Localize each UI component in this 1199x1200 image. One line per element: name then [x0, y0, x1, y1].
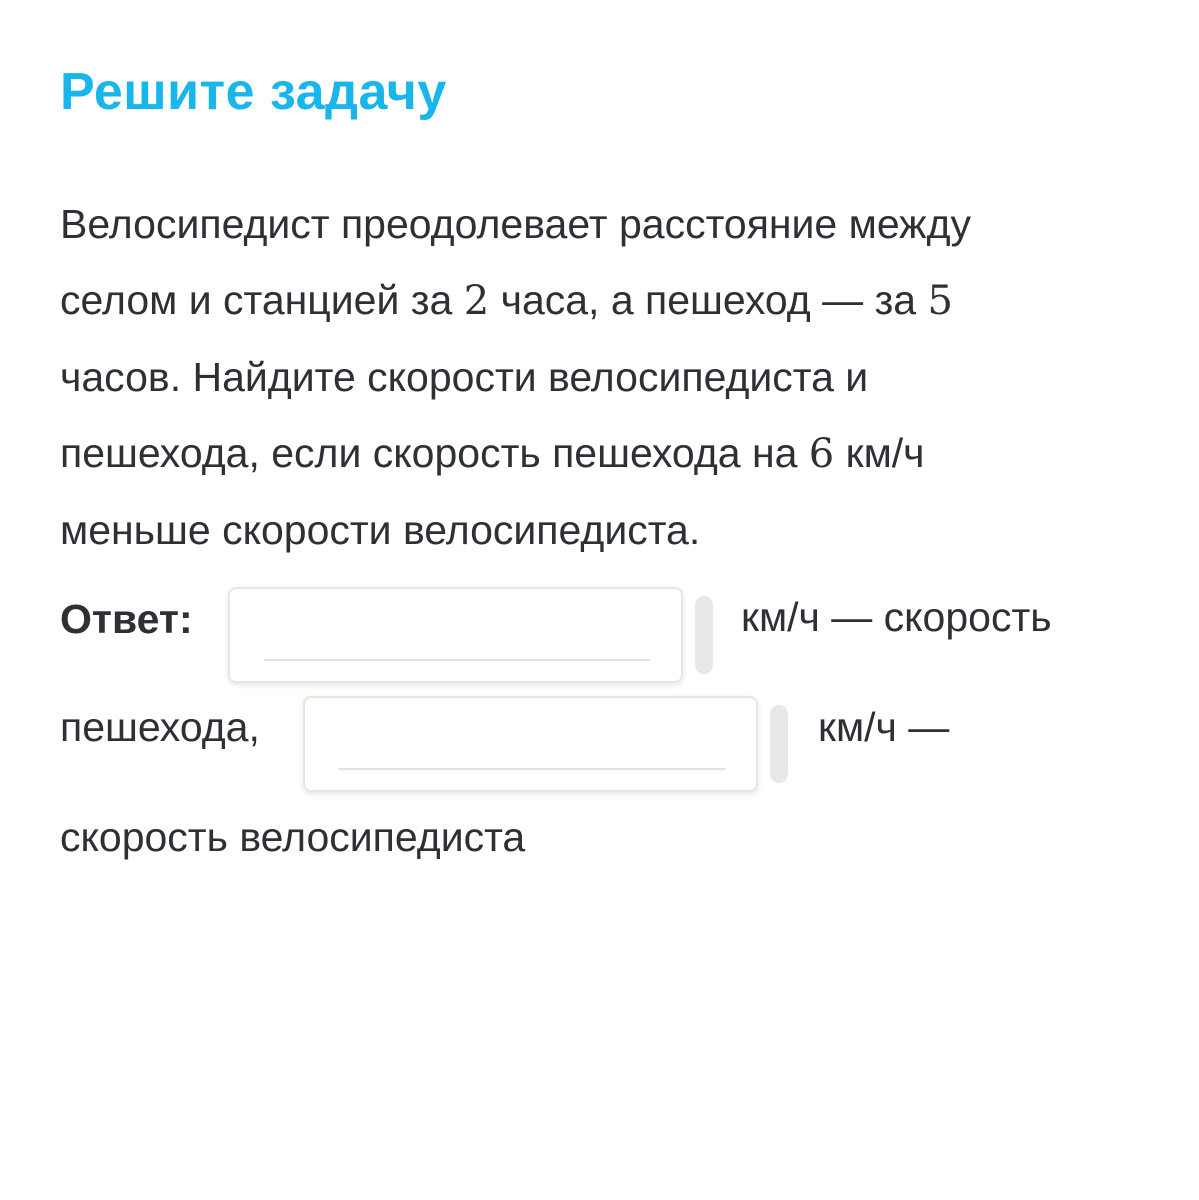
unit-text-1: км/ч — скорость [741, 594, 1052, 640]
pedestrian-speed-input-box[interactable] [228, 587, 683, 683]
problem-line-4 [60, 415, 1150, 492]
problem-statement [60, 186, 1150, 568]
problem-line-1: Велосипедист преодолевает расстояние между [60, 201, 972, 247]
problem-text: часа, а пешеход — за [489, 277, 928, 323]
number-speed-difference: 6 [808, 431, 835, 477]
problem-text: пешехода, если скорость пешехода на [60, 430, 809, 476]
answer-label: Ответ: [60, 596, 193, 642]
pedestrian-text: пешехода, [60, 704, 260, 750]
problem-text: км/ч [834, 430, 925, 476]
cyclist-speed-input-box[interactable] [303, 696, 758, 792]
input-underline [264, 659, 650, 661]
problem-line-5: меньше скорости велосипедиста. [60, 507, 701, 553]
problem-line-3: часов. Найдите скорости велосипедиста и [60, 354, 869, 400]
page-title: Решите задачу [60, 63, 447, 121]
cyclist-speed-caption: скорость велосипедиста [60, 814, 526, 860]
cyclist-speed-input[interactable] [339, 712, 729, 768]
number-hours-pedestrian: 5 [927, 278, 953, 324]
pedestrian-speed-input[interactable] [264, 603, 654, 659]
input-underline [339, 768, 725, 770]
problem-line-2 [60, 262, 1150, 339]
input-handle[interactable] [695, 596, 713, 674]
number-hours-cyclist: 2 [463, 278, 490, 324]
unit-text-2: км/ч — [818, 704, 950, 750]
problem-text: селом и станцией за [60, 277, 464, 323]
input-handle[interactable] [770, 705, 788, 783]
